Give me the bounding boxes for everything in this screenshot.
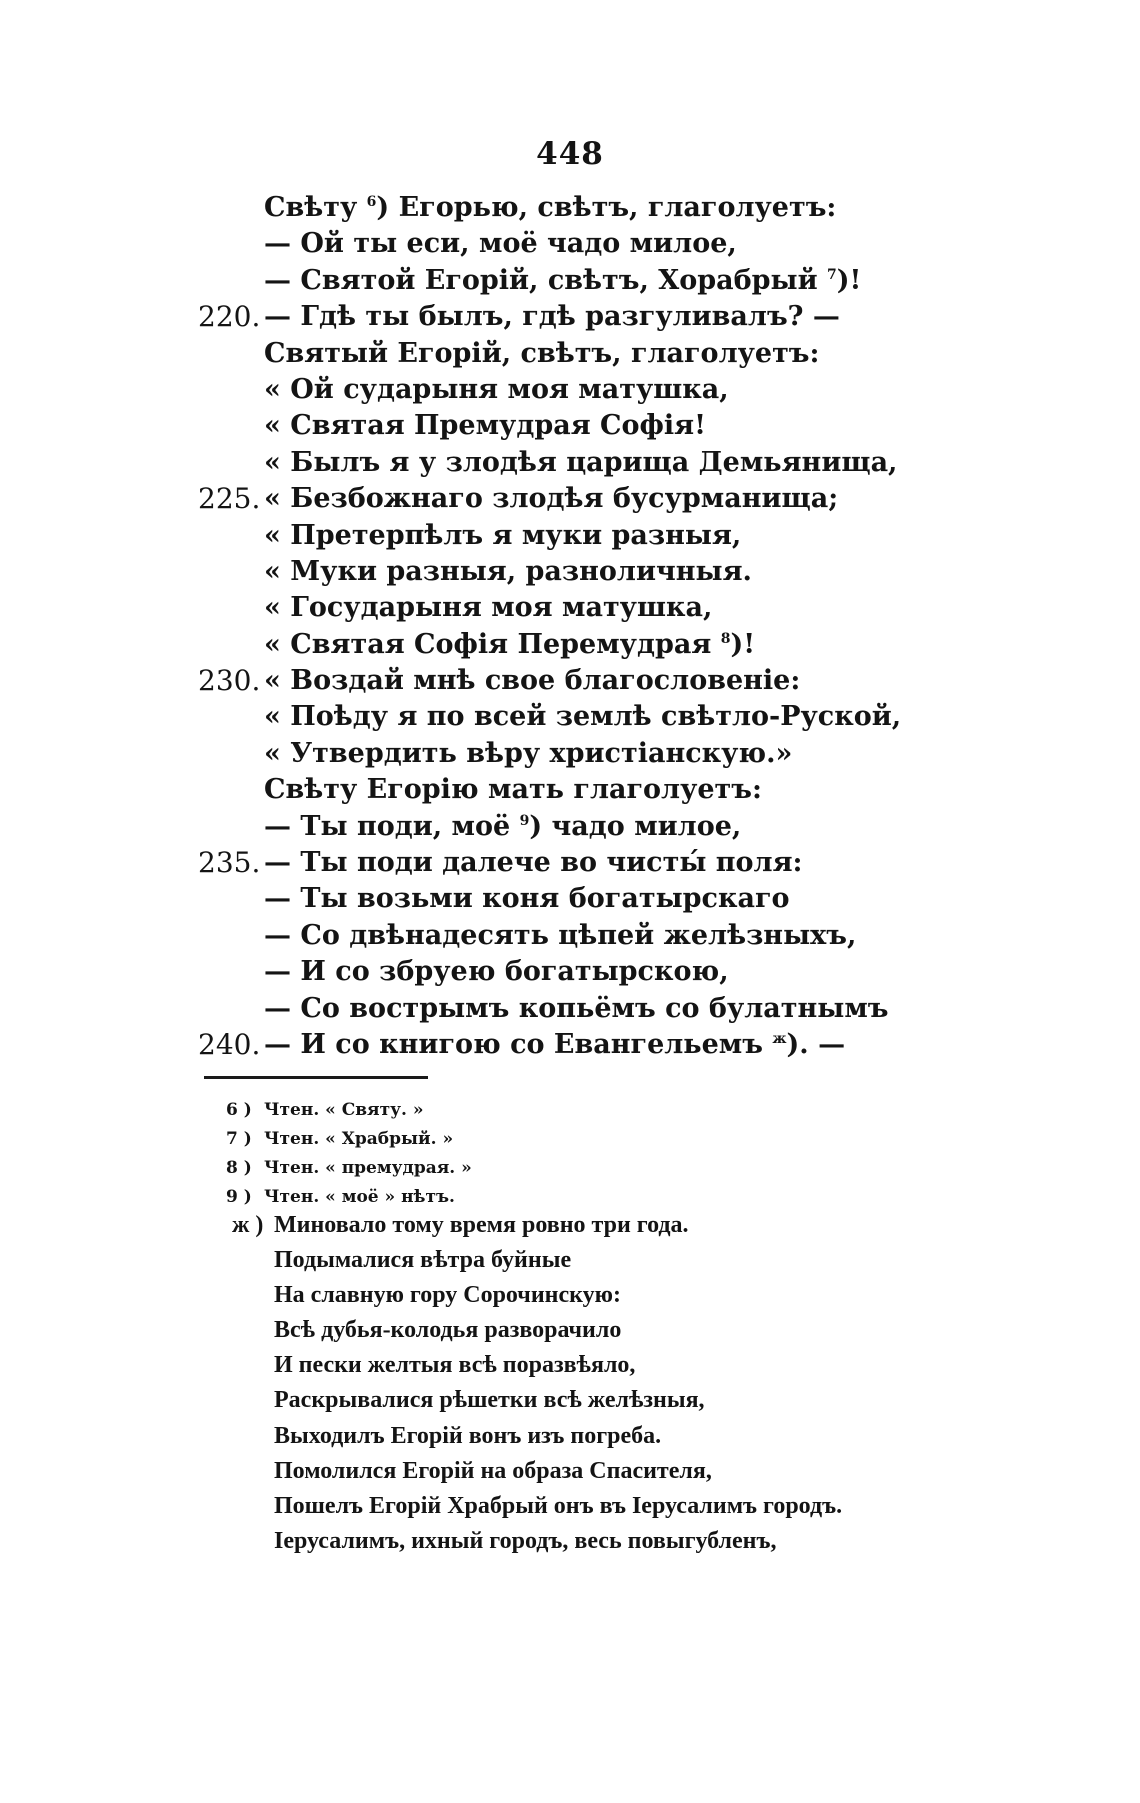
- verse-line: [0, 991, 1140, 1027]
- footnote-mark: 7 ): [226, 1129, 252, 1149]
- verse-line: [0, 299, 1140, 335]
- verse-text: [264, 991, 888, 1027]
- verse-line: [0, 190, 1140, 226]
- footnote-reference: 6: [366, 194, 377, 210]
- long-footnote-line: [0, 1313, 1140, 1348]
- verse-line: [0, 881, 1140, 917]
- verse-text: [264, 518, 741, 554]
- footnote-mark: 6 ): [226, 1100, 252, 1120]
- verse-number: 220.: [198, 300, 261, 334]
- long-footnote-text: Помолился Егорій на образа Спасителя,: [274, 1457, 712, 1484]
- long-footnote-mark: ж ): [232, 1212, 264, 1238]
- verse-text-main: « Муки разныя, разноличныя.: [264, 555, 752, 587]
- verse-text-main: « Былъ я у злодѣя царища Демьянища,: [264, 446, 898, 478]
- long-footnote-line: [0, 1348, 1140, 1383]
- verse-text: [264, 1027, 845, 1063]
- long-footnote-text: Всѣ дубья-колодья разворачило: [274, 1317, 622, 1344]
- verse-line: [0, 481, 1140, 517]
- long-footnote-line: [0, 1383, 1140, 1418]
- verse-line: [0, 918, 1140, 954]
- verse-text-main: « Утвердить вѣру христіанскую.»: [264, 737, 793, 769]
- verse-text: [264, 699, 901, 735]
- verse-text: [264, 190, 836, 226]
- footnote: [0, 1096, 1140, 1125]
- verse-line: [0, 663, 1140, 699]
- long-footnote-line: [0, 1524, 1140, 1559]
- verse-line: [0, 445, 1140, 481]
- verse-text: [264, 263, 861, 299]
- verse-text-main: « Государыня моя матушка,: [264, 592, 713, 624]
- verse-number: 230.: [198, 664, 261, 698]
- verse-text: [264, 881, 790, 917]
- long-footnote-line: [0, 1208, 1140, 1243]
- long-footnote-text: Іерусалимъ, ихный городъ, весь повыгубленъ,: [274, 1527, 777, 1554]
- verse-text: [264, 481, 838, 517]
- footnote: [0, 1125, 1140, 1154]
- verse-line: [0, 699, 1140, 735]
- page-number: 448: [536, 136, 604, 172]
- verse-line: [0, 627, 1140, 663]
- verse-text-main: Свѣту Егорію мать глаголуетъ:: [264, 774, 762, 806]
- long-footnote-text: Подымалися вѣтра буйные: [274, 1247, 572, 1274]
- verse-text-main: — Ты возьми коня богатырскаго: [264, 883, 790, 915]
- verse-text-rest: ) чадо милое,: [529, 810, 742, 842]
- footnote-mark: 8 ): [226, 1158, 252, 1178]
- verse-text-main: — Со вострымъ копьёмъ со булатнымъ: [264, 992, 889, 1024]
- long-footnote-text: Раскрывалися рѣшетки всѣ желѣзныя,: [274, 1387, 705, 1414]
- footnote-text: Чтен. « Храбрый. »: [264, 1129, 454, 1149]
- footnote-reference: ж: [772, 1030, 787, 1047]
- footnote-text: Чтен. « Святу. »: [264, 1100, 424, 1120]
- verse-text-main: — Ой ты еси, моё чадо милое,: [264, 228, 737, 260]
- long-footnote-line: [0, 1243, 1140, 1278]
- long-footnote-line: [0, 1419, 1140, 1454]
- footnote-mark: 9 ): [226, 1187, 252, 1207]
- verse-text-main: — Со двѣнадесять цѣпей желѣзныхъ,: [264, 919, 857, 951]
- long-footnote-line: [0, 1454, 1140, 1489]
- footnote-reference: 9: [519, 812, 530, 829]
- verse-text-main: « Воздай мнѣ свое благословеніе:: [264, 665, 801, 697]
- verse-text-main: « Святая Софія Перемудрая: [264, 628, 712, 660]
- verse-text-main: Свѣту: [264, 192, 358, 223]
- verse-text: [264, 445, 897, 481]
- verse-line: [0, 518, 1140, 554]
- verse-text: [264, 845, 803, 881]
- verse-line: [0, 408, 1140, 444]
- verse-text-main: « Претерпѣлъ я муки разныя,: [264, 519, 742, 551]
- verse-number: 235.: [198, 846, 261, 880]
- footnote-text: Чтен. « моё » нѣтъ.: [264, 1187, 455, 1207]
- verse-line: [0, 954, 1140, 990]
- verse-text: [264, 663, 800, 699]
- long-footnote-line: [0, 1489, 1140, 1524]
- verse-text-main: « Святая Премудрая Софія!: [264, 410, 706, 442]
- verse-line: [0, 554, 1140, 590]
- verse-text: [264, 918, 856, 954]
- verse-text-rest: )!: [730, 628, 756, 660]
- verse-line: [0, 336, 1140, 372]
- footnote-reference: 8: [720, 630, 731, 647]
- footnote-reference: 7: [827, 266, 837, 283]
- verse-text: [264, 554, 752, 590]
- verse-line: [0, 263, 1140, 299]
- verse-text-main: — Гдѣ ты былъ, гдѣ разгуливалъ? —: [264, 301, 840, 333]
- verse-number: 225.: [198, 482, 261, 516]
- long-footnote-text: Пошелъ Егорій Храбрый онъ въ Іерусалимъ городъ.: [274, 1492, 843, 1519]
- verse-text-rest: ) Егорью, свѣтъ, глаголуетъ:: [376, 192, 837, 223]
- verse-text: [264, 772, 762, 808]
- footnote-list: [0, 1096, 1140, 1212]
- verse-block: [0, 190, 1140, 1063]
- footnote-text: Чтен. « премудрая. »: [264, 1158, 472, 1178]
- verse-text-main: — И со збруею богатырскою,: [264, 956, 729, 988]
- verse-number: 240.: [198, 1027, 261, 1061]
- verse-text: [264, 226, 737, 262]
- verse-text: [264, 299, 840, 335]
- verse-text: [264, 809, 741, 845]
- verse-text-main: Святый Егорій, свѣтъ, глаголуетъ:: [264, 337, 820, 369]
- verse-text: [264, 372, 729, 408]
- long-footnote-text: Миновало тому время ровно три года.: [274, 1212, 689, 1238]
- verse-line: [0, 772, 1140, 808]
- long-footnote-text: На славную гору Сорочинскую:: [274, 1282, 621, 1309]
- verse-text-rest: )!: [836, 264, 862, 296]
- verse-line: [0, 809, 1140, 845]
- verse-text: [264, 736, 792, 772]
- verse-line: [0, 226, 1140, 262]
- verse-text: [264, 627, 755, 663]
- verse-text: [264, 590, 712, 626]
- long-footnote: [0, 1208, 1140, 1559]
- verse-text: [264, 336, 819, 372]
- long-footnote-text: И пески желтыя всѣ поразвѣяло,: [274, 1352, 636, 1379]
- verse-text-main: « Поѣду я по всей землѣ свѣтло-Руской,: [264, 701, 902, 733]
- verse-line: [0, 1027, 1140, 1063]
- footnote-divider: [204, 1076, 428, 1079]
- footnote: [0, 1154, 1140, 1183]
- verse-text-main: « Ой сударыня моя матушка,: [264, 373, 729, 405]
- verse-text-main: — Ты поди, моё: [264, 810, 511, 842]
- verse-text-main: — Святой Егорій, свѣтъ, Хорабрый: [264, 264, 818, 296]
- verse-text-rest: ). —: [786, 1028, 846, 1060]
- long-footnote-line: [0, 1278, 1140, 1313]
- verse-line: [0, 590, 1140, 626]
- verse-text-main: — И со книгою со Евангельемъ: [264, 1028, 763, 1060]
- long-footnote-text: Выходилъ Егорій вонъ изъ погреба.: [274, 1422, 662, 1449]
- verse-text-main: — Ты поди далече во чисты́ поля:: [264, 847, 803, 879]
- verse-text: [264, 408, 706, 444]
- verse-line: [0, 845, 1140, 881]
- verse-line: [0, 736, 1140, 772]
- verse-line: [0, 372, 1140, 408]
- verse-text-main: « Безбожнаго злодѣя бусурманища;: [264, 483, 839, 515]
- verse-text: [264, 954, 729, 990]
